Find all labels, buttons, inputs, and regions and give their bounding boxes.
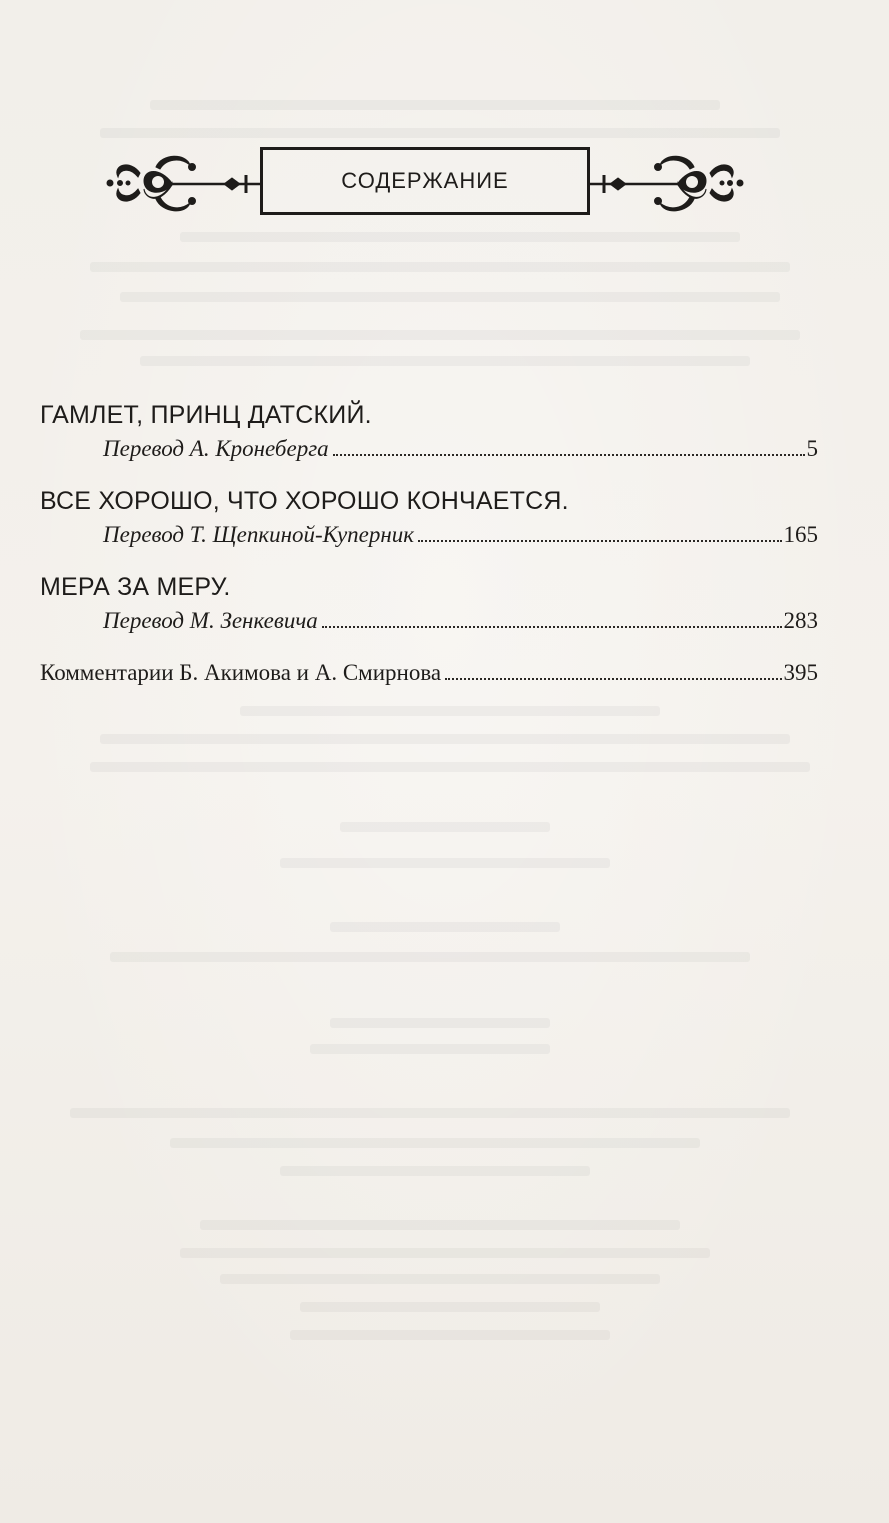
bleed-through [220, 1274, 660, 1284]
bleed-through [310, 1044, 550, 1054]
fleuron-icon [590, 145, 750, 225]
bleed-through [70, 1108, 790, 1118]
page-number: 5 [806, 436, 818, 461]
contents-title-box [260, 147, 590, 215]
page-number: 395 [783, 660, 818, 685]
dot-leader [333, 454, 805, 456]
contents-header [100, 145, 750, 225]
bleed-through [170, 1138, 700, 1148]
bleed-through [100, 734, 790, 744]
translator-label: Перевод М. Зенкевича [103, 608, 318, 633]
bleed-through [340, 822, 550, 832]
table-of-contents [40, 400, 818, 688]
bleed-through [80, 330, 800, 340]
toc-entry [40, 572, 818, 636]
bleed-through [100, 128, 780, 138]
toc-entry [40, 400, 818, 464]
comments-label: Комментарии Б. Акимова и А. Смирнова [40, 660, 442, 685]
comments-line [40, 658, 818, 688]
translator-label: Перевод А. Кронеберга [103, 436, 329, 461]
translator-label: Перевод Т. Щепкиной-Куперник [103, 522, 415, 547]
bleed-through [300, 1302, 600, 1312]
bleed-through [280, 858, 610, 868]
bleed-through [180, 1248, 710, 1258]
page-number: 283 [783, 608, 818, 633]
page-title: СОДЕРЖАНИЕ [341, 168, 509, 193]
bleed-through [330, 922, 560, 932]
work-title: ВСЕ ХОРОШО, ЧТО ХОРОШО КОНЧАЕТСЯ. [40, 487, 569, 515]
bleed-through [140, 356, 750, 366]
bleed-through [90, 262, 790, 272]
bleed-through [90, 762, 810, 772]
bleed-through [150, 100, 720, 110]
dot-leader [418, 540, 781, 542]
fleuron-icon [100, 145, 260, 225]
toc-entry-comments [40, 658, 818, 688]
bleed-through [180, 232, 740, 242]
dot-leader [322, 626, 782, 628]
bleed-through [120, 292, 780, 302]
work-title: ГАМЛЕТ, ПРИНЦ ДАТСКИЙ. [40, 401, 372, 429]
translator-line [40, 434, 818, 464]
bleed-through [290, 1330, 610, 1340]
bleed-through [330, 1018, 550, 1028]
bleed-through [280, 1166, 590, 1176]
toc-entry [40, 486, 818, 550]
translator-line [40, 520, 818, 550]
page-number: 165 [783, 522, 818, 547]
translator-line [40, 606, 818, 636]
bleed-through [110, 952, 750, 962]
work-title: МЕРА ЗА МЕРУ. [40, 573, 231, 601]
dot-leader [445, 678, 781, 680]
bleed-through [200, 1220, 680, 1230]
bleed-through [240, 706, 660, 716]
